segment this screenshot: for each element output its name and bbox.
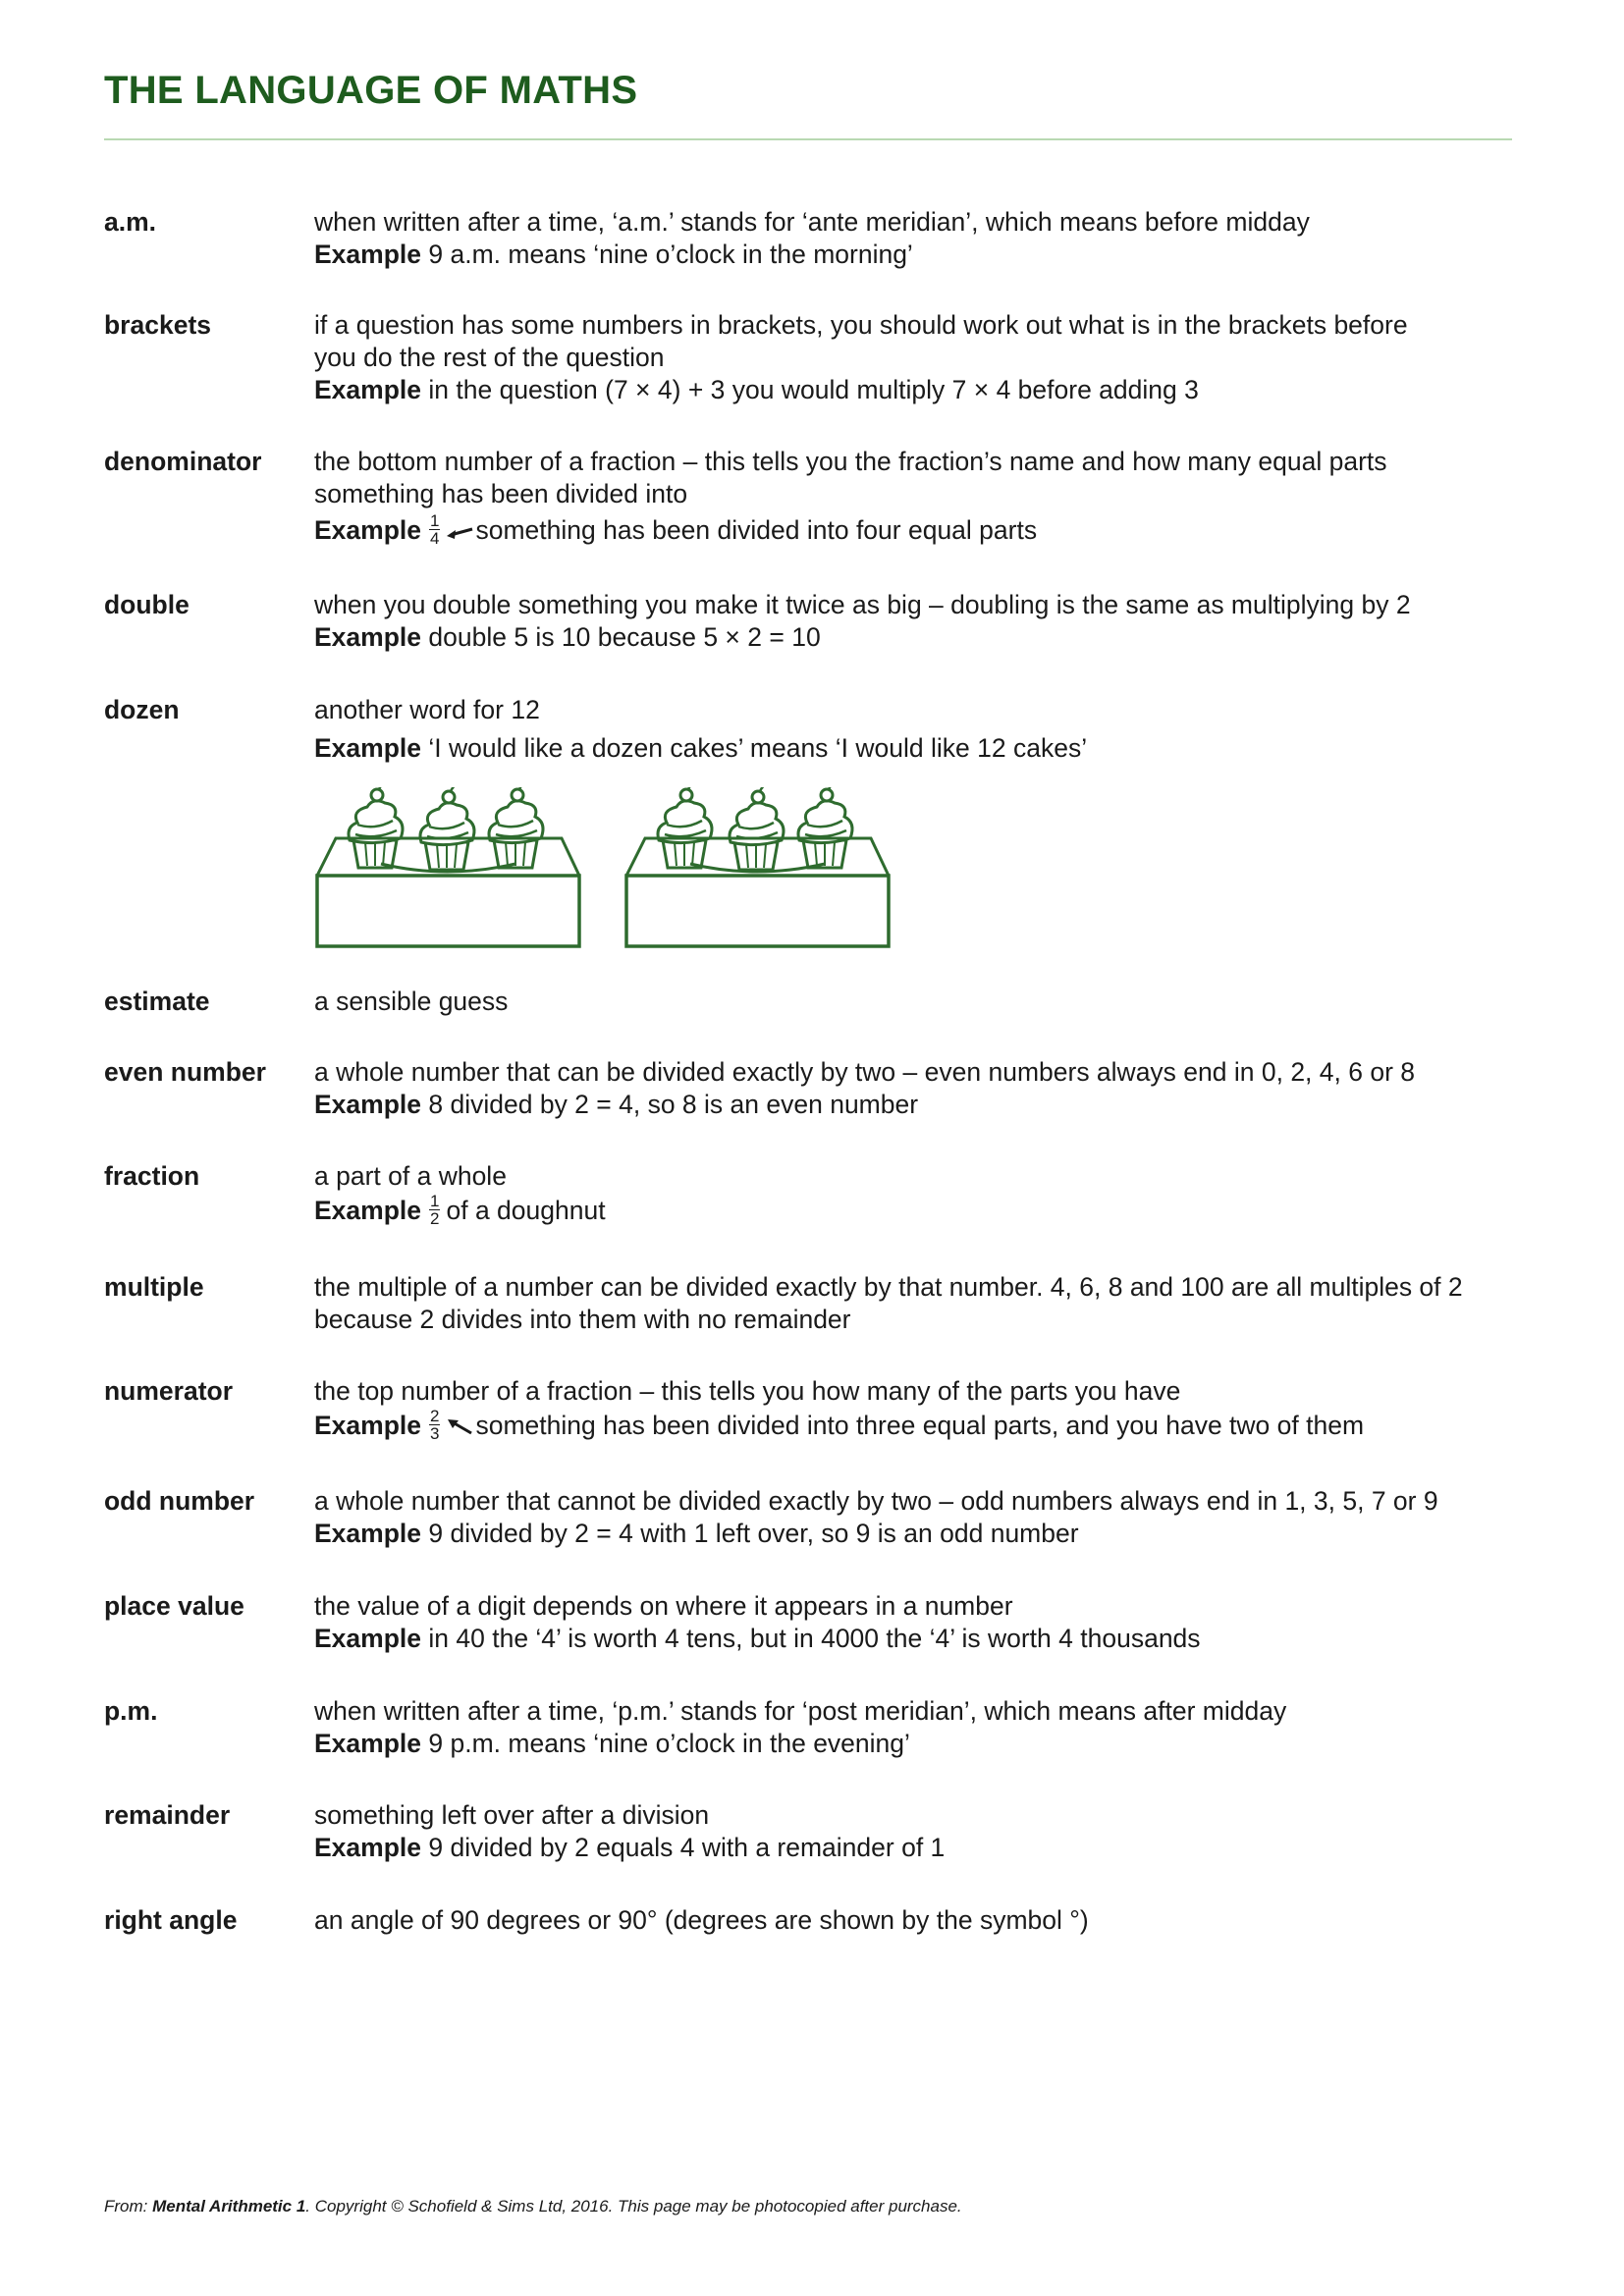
definition bbox=[314, 1904, 1522, 1937]
definition-text: a whole number that can be divided exactly by two – even numbers always end in 0, 2, 4, 6 or 8 bbox=[314, 1057, 1416, 1087]
definition bbox=[314, 1590, 1522, 1655]
term: estimate bbox=[104, 987, 210, 1016]
example-text: ‘I would like a dozen cakes’ means ‘I would like 12 cakes’ bbox=[428, 733, 1088, 763]
fraction-two-thirds bbox=[429, 1408, 440, 1442]
example-text: double 5 is 10 because 5 × 2 = 10 bbox=[428, 622, 821, 652]
arrow-up-left-icon bbox=[446, 1417, 473, 1437]
definition bbox=[314, 1160, 1522, 1230]
example-text: in the question (7 × 4) + 3 you would multiply 7 × 4 before adding 3 bbox=[428, 375, 1199, 404]
footer-suffix: . Copyright © Schofield & Sims Ltd, 2016. This page may be photocopied after purchase. bbox=[305, 2197, 962, 2216]
definition-line: something has been divided into bbox=[314, 479, 688, 508]
example-label: Example bbox=[314, 1090, 422, 1119]
example-label: Example bbox=[314, 1729, 422, 1758]
fraction-one-quarter bbox=[429, 512, 440, 547]
term: place value bbox=[104, 1591, 244, 1621]
definition-text: when written after a time, ‘a.m.’ stands for ‘ante meridian’, which means before midday bbox=[314, 207, 1310, 237]
fraction-denominator: 2 bbox=[430, 1208, 440, 1228]
example-line bbox=[314, 732, 1522, 765]
example-text: in 40 the ‘4’ is worth 4 tens, but in 4000 the ‘4’ is worth 4 thousands bbox=[428, 1624, 1201, 1653]
definition-line: you do the rest of the question bbox=[314, 343, 665, 372]
example-label: Example bbox=[314, 1411, 422, 1440]
example-label: Example bbox=[314, 515, 422, 545]
fraction-denominator: 3 bbox=[430, 1423, 440, 1443]
example-line bbox=[314, 239, 1522, 271]
example-label: Example bbox=[314, 375, 422, 404]
fraction-numerator: 1 bbox=[430, 1191, 440, 1210]
term: double bbox=[104, 590, 189, 619]
definition-line: the bottom number of a fraction – this tells you the fraction’s name and how many equal parts bbox=[314, 447, 1387, 476]
footer-prefix: From: bbox=[104, 2197, 153, 2216]
term: remainder bbox=[104, 1800, 231, 1830]
example-line bbox=[314, 1832, 1522, 1864]
term: right angle bbox=[104, 1905, 238, 1935]
term: p.m. bbox=[104, 1696, 158, 1726]
cake-boxes-illustration bbox=[314, 787, 903, 954]
example-line bbox=[314, 1406, 1522, 1445]
definition-text: an angle of 90 degrees or 90° (degrees are shown by the symbol °) bbox=[314, 1905, 1089, 1935]
definition bbox=[314, 446, 1522, 550]
example-label: Example bbox=[314, 733, 422, 763]
fraction-denominator: 4 bbox=[430, 528, 440, 548]
example-line bbox=[314, 510, 1522, 550]
definition bbox=[314, 309, 1522, 406]
term: brackets bbox=[104, 310, 212, 340]
example-label: Example bbox=[314, 1624, 422, 1653]
definition bbox=[314, 1485, 1522, 1550]
term: even number bbox=[104, 1057, 266, 1087]
definition bbox=[314, 1799, 1522, 1864]
arrow-left-icon bbox=[446, 524, 473, 540]
term: multiple bbox=[104, 1272, 204, 1302]
definition bbox=[314, 1375, 1522, 1445]
definition-text: when written after a time, ‘p.m.’ stands for ‘post meridian’, which means after midday bbox=[314, 1696, 1287, 1726]
example-line bbox=[314, 621, 1522, 654]
example-text: 9 a.m. means ‘nine o’clock in the morning’ bbox=[428, 240, 913, 269]
fraction-numerator: 2 bbox=[430, 1406, 440, 1425]
example-text: 9 divided by 2 = 4 with 1 left over, so 9 is an odd number bbox=[428, 1519, 1079, 1548]
example-text: 8 divided by 2 = 4, so 8 is an even number bbox=[428, 1090, 919, 1119]
term: odd number bbox=[104, 1486, 255, 1516]
definition bbox=[314, 1056, 1522, 1121]
example-line bbox=[314, 1623, 1522, 1655]
definition bbox=[314, 1695, 1522, 1760]
example-text: of a doughnut bbox=[446, 1196, 606, 1225]
definition bbox=[314, 694, 1522, 765]
term: a.m. bbox=[104, 207, 157, 237]
definition-text: the value of a digit depends on where it appears in a number bbox=[314, 1591, 1013, 1621]
example-line bbox=[314, 1518, 1522, 1550]
example-label: Example bbox=[314, 1519, 422, 1548]
example-line bbox=[314, 1728, 1522, 1760]
definition bbox=[314, 206, 1522, 271]
example-line bbox=[314, 1089, 1522, 1121]
title-divider bbox=[104, 138, 1512, 140]
definition bbox=[314, 589, 1522, 654]
definition-line: because 2 divides into them with no remainder bbox=[314, 1305, 851, 1334]
example-label: Example bbox=[314, 622, 422, 652]
term: fraction bbox=[104, 1161, 200, 1191]
example-line bbox=[314, 1191, 1522, 1230]
example-text: 9 divided by 2 equals 4 with a remainder of 1 bbox=[428, 1833, 946, 1862]
footer-book-title: Mental Arithmetic 1 bbox=[152, 2197, 306, 2216]
definition-text: a sensible guess bbox=[314, 987, 509, 1016]
definition bbox=[314, 986, 1522, 1018]
fraction-one-half bbox=[429, 1193, 440, 1227]
footer-copyright bbox=[104, 2197, 962, 2216]
example-label: Example bbox=[314, 1196, 422, 1225]
example-text: 9 p.m. means ‘nine o’clock in the evening’ bbox=[428, 1729, 910, 1758]
definition-text: another word for 12 bbox=[314, 695, 540, 724]
fraction-numerator: 1 bbox=[430, 510, 440, 530]
example-line bbox=[314, 374, 1522, 406]
definition bbox=[314, 1271, 1522, 1336]
definition-line: the multiple of a number can be divided exactly by that number. 4, 6, 8 and 100 are all multiples of 2 bbox=[314, 1272, 1463, 1302]
example-text: something has been divided into four equal parts bbox=[475, 515, 1038, 545]
definition-text: when you double something you make it twice as big – doubling is the same as multiplying by 2 bbox=[314, 590, 1411, 619]
example-label: Example bbox=[314, 1833, 422, 1862]
term: numerator bbox=[104, 1376, 234, 1406]
page-title: THE LANGUAGE OF MATHS bbox=[104, 69, 638, 112]
definition-text: a part of a whole bbox=[314, 1161, 507, 1191]
term: dozen bbox=[104, 695, 180, 724]
definition-text: something left over after a division bbox=[314, 1800, 710, 1830]
definition-text: the top number of a fraction – this tells you how many of the parts you have bbox=[314, 1376, 1181, 1406]
definition-text: a whole number that cannot be divided exactly by two – odd numbers always end in 1, 3, 5, 7 or 9 bbox=[314, 1486, 1438, 1516]
example-text: something has been divided into three equal parts, and you have two of them bbox=[475, 1411, 1365, 1440]
example-label: Example bbox=[314, 240, 422, 269]
definition-line: if a question has some numbers in brackets, you should work out what is in the brackets before bbox=[314, 310, 1408, 340]
term: denominator bbox=[104, 447, 262, 476]
